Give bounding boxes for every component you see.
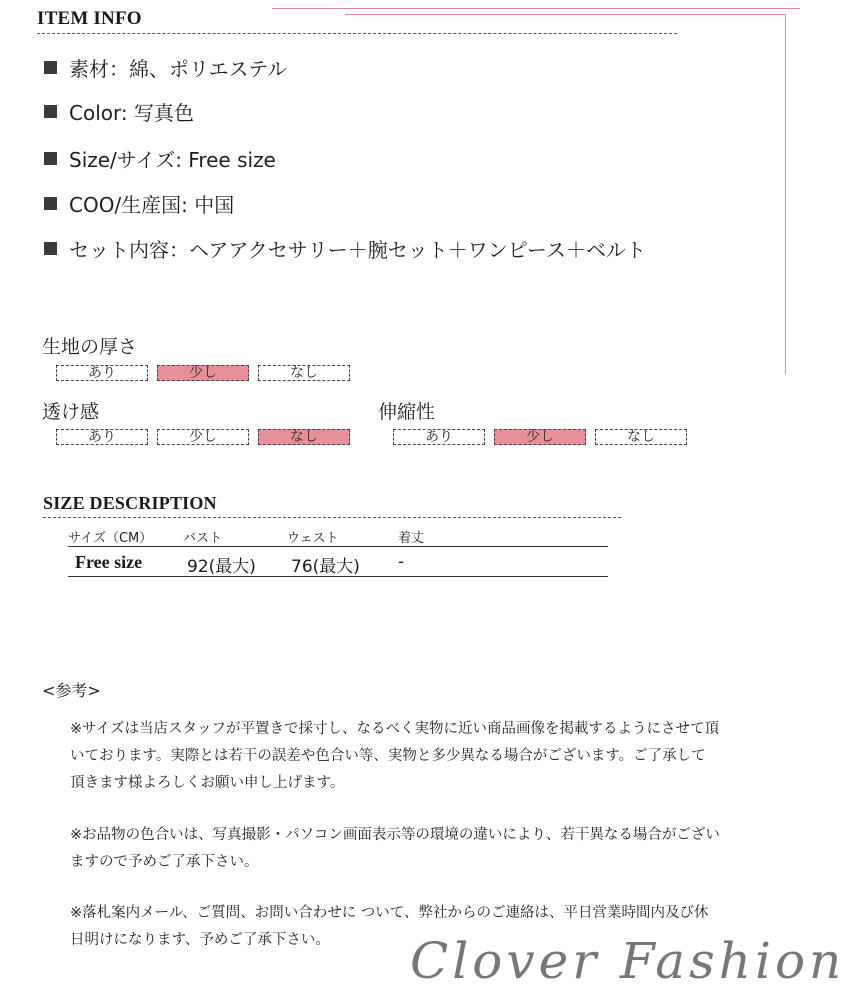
transparency-options <box>56 429 350 445</box>
transparency-option-yes: あり <box>56 429 148 445</box>
notes-heading: <参考> <box>42 681 101 700</box>
square-bullet-icon <box>44 105 57 118</box>
stretch-options <box>393 429 687 445</box>
info-item-origin: COO/生産国: 中国 <box>44 189 234 218</box>
frame-line-top <box>272 8 800 9</box>
note-paragraph-sizing: ※サイズは当店スタッフが平置きで採寸し、なるべく実物に近い商品画像を掲載するようにさせて頂いております。実際とは若干の誤差や色合い等、実物と多少異なる場合がございます。ご了承して頂きます様よろしくお願い申し上げます。 <box>70 721 719 791</box>
info-item-color: Color: 写真色 <box>44 97 194 126</box>
square-bullet-icon <box>44 242 57 255</box>
square-bullet-icon <box>44 61 57 74</box>
size-header-waist: ウェスト <box>287 531 339 546</box>
info-item-size: Size/サイズ: Free size <box>44 144 276 173</box>
size-cell-bust: 92(最大) <box>187 557 256 577</box>
size-cell-length: - <box>398 552 405 572</box>
size-header-underline <box>68 546 608 547</box>
stretch-label: 伸縮性 <box>378 401 436 423</box>
info-item-set-contents: セット内容：ヘアアクセサリー＋腕セット＋ワンピース＋ベルト <box>44 234 646 263</box>
item-info-title: ITEM INFO <box>37 8 142 29</box>
thickness-options <box>56 365 350 381</box>
size-header-length: 着丈 <box>398 531 425 546</box>
size-cell-size: Free size <box>75 552 143 572</box>
square-bullet-icon <box>44 152 57 165</box>
frame-line-right <box>785 14 786 374</box>
size-description-divider <box>43 517 621 518</box>
note-paragraph-contact: ※落札案内メール、ご質問、お問い合わせに ついて、弊社からのご連絡は、平日営業時間内及び休日明けになります、予めご了承下さい。 <box>70 905 709 948</box>
item-info-divider <box>37 33 677 34</box>
size-cell-waist: 76(最大) <box>291 557 360 577</box>
thickness-option-none: なし <box>258 365 350 381</box>
size-description-title: SIZE DESCRIPTION <box>43 493 217 513</box>
transparency-label: 透け感 <box>42 401 100 423</box>
size-header-bust: バスト <box>183 531 223 546</box>
brand-logo: Clover Fashion <box>410 932 845 990</box>
stretch-option-little: 少し <box>494 429 586 445</box>
info-item-material: 素材：綿、ポリエステル <box>44 53 287 82</box>
frame-line-top-inner <box>345 14 785 15</box>
transparency-option-none: なし <box>258 429 350 445</box>
size-header-size: サイズ（CM） <box>68 531 153 546</box>
note-paragraph-color: ※お品物の色合いは、写真撮影・パソコン画面表示等の環境の違いにより、若干異なる場合がございますので予めご了承下さい。 <box>70 827 720 870</box>
thickness-option-little: 少し <box>157 365 249 381</box>
square-bullet-icon <box>44 197 57 210</box>
thickness-label: 生地の厚さ <box>42 336 138 358</box>
transparency-option-little: 少し <box>157 429 249 445</box>
size-row-underline <box>68 576 608 577</box>
thickness-option-yes: あり <box>56 365 148 381</box>
stretch-option-none: なし <box>595 429 687 445</box>
stretch-option-yes: あり <box>393 429 485 445</box>
